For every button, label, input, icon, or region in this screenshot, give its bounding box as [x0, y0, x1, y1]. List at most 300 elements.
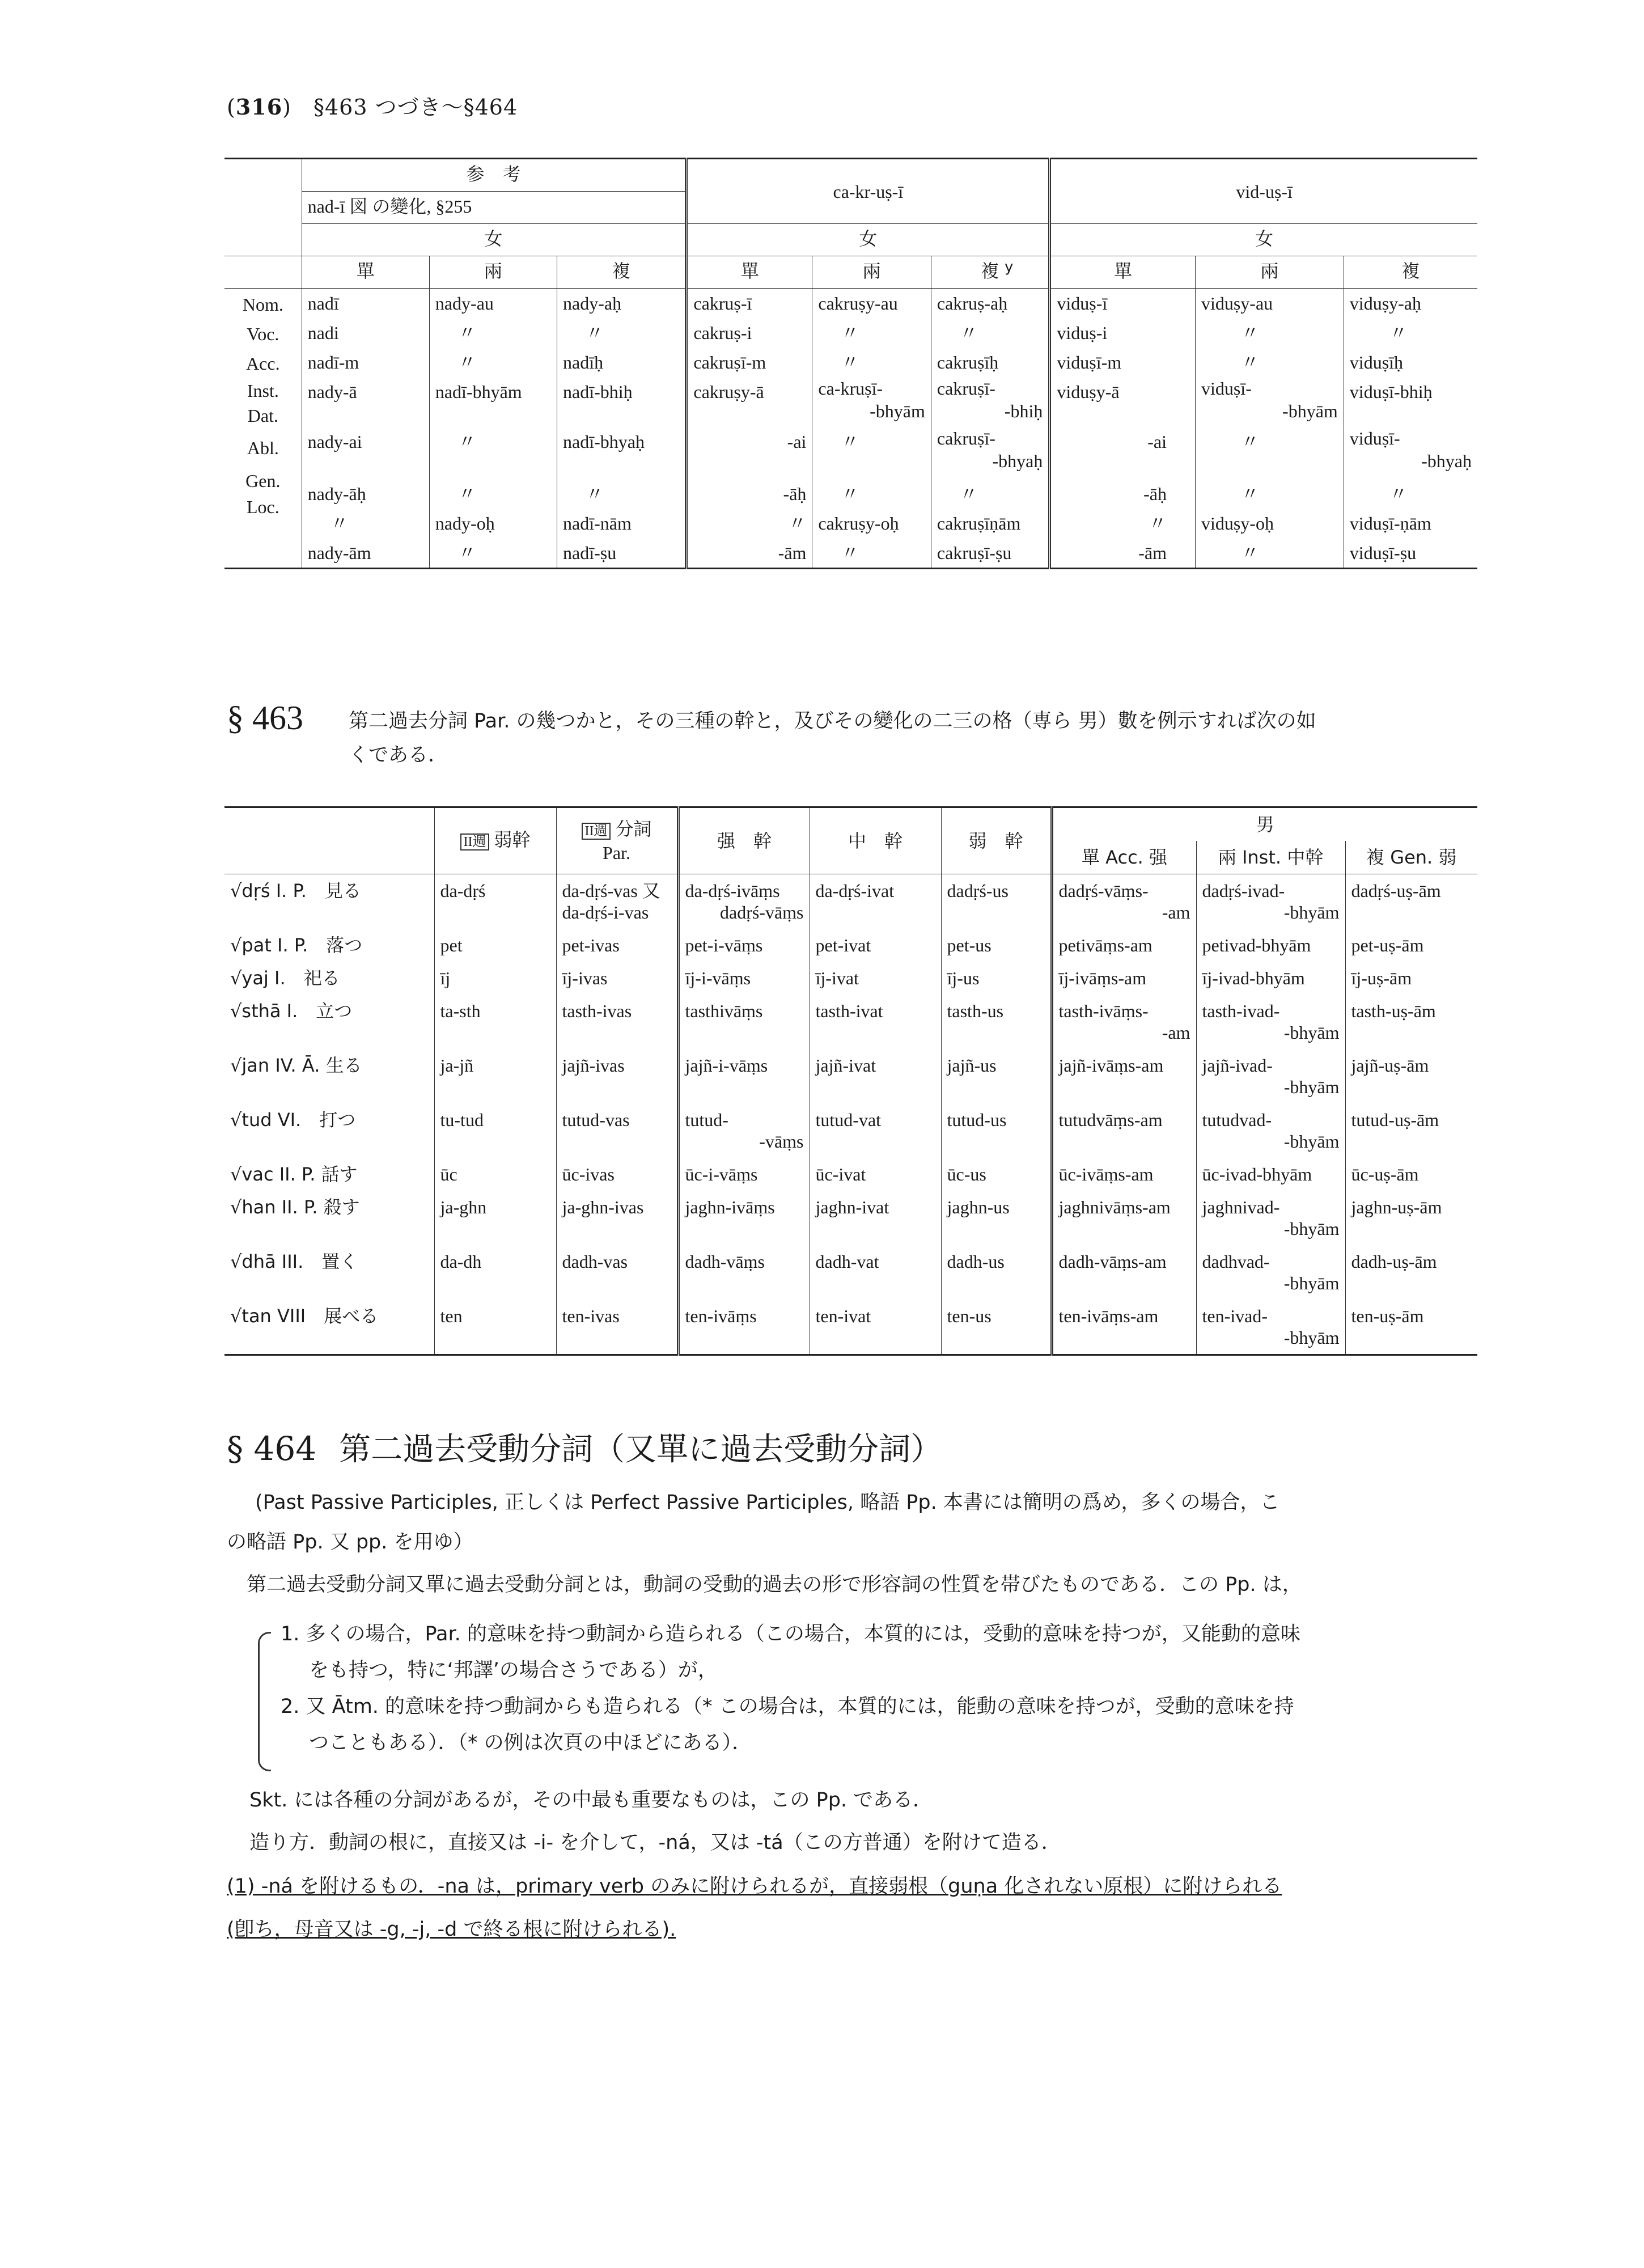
- form: 〃: [586, 323, 604, 343]
- table-cell: [1196, 962, 1345, 995]
- cell-text: √vac II. P. 話す: [230, 1163, 358, 1185]
- table-cell: [224, 1158, 434, 1191]
- form: nady-āḥ: [307, 484, 366, 504]
- table-cell: [678, 1191, 810, 1245]
- case-label: Abl.: [247, 438, 279, 458]
- form: 〃: [1240, 323, 1259, 343]
- cell-text: √pat I. P. 落つ: [230, 934, 363, 956]
- cell-text: jajñ-ivat: [815, 1055, 876, 1076]
- table-cell: [556, 1300, 678, 1355]
- cell-text: ūc-us: [947, 1164, 986, 1184]
- cell-text: dadh-vāṃs-am: [1058, 1251, 1167, 1272]
- cell-text: -am: [1162, 902, 1190, 923]
- cell-text: -bhyām: [1283, 1273, 1340, 1293]
- vid-du: [1195, 289, 1344, 569]
- section-463-text: [349, 704, 1316, 772]
- table-cell: [941, 1300, 1052, 1355]
- cell-text: īj: [440, 968, 451, 988]
- cell-text: ten-ivad-: [1202, 1306, 1268, 1326]
- cell-text: -bhyām: [1283, 1327, 1340, 1348]
- cell-text: ūc: [440, 1164, 457, 1184]
- form: viduṣy-oḥ: [1201, 513, 1274, 534]
- cell-text: dadh-us: [947, 1251, 1005, 1272]
- table-cell: [556, 962, 678, 995]
- cell-text: dadṛś-vāṃs-: [1058, 881, 1149, 901]
- form: cakruṣīṇām: [937, 513, 1021, 534]
- table-cell: [1052, 995, 1196, 1049]
- case-label: Nom.: [242, 294, 283, 315]
- cell-text: -bhyām: [1283, 1131, 1340, 1152]
- cell-text: dadṛś-vāṃs: [719, 902, 804, 923]
- table-cell: [810, 1049, 941, 1103]
- cell-text: √sthā I. 立つ: [230, 1000, 353, 1022]
- nadi-pl: [557, 289, 687, 569]
- cak-du: [812, 289, 931, 569]
- cell-text: petivad-bhyām: [1202, 935, 1311, 955]
- cell-text: ūc-ivāṃs-am: [1058, 1164, 1154, 1184]
- cell-text: pet-ivas: [562, 935, 620, 955]
- form: -bhiḥ: [1004, 401, 1043, 421]
- cell-text: dadṛś-us: [947, 881, 1009, 901]
- table-cell: [224, 874, 434, 929]
- cell-text: √tan VIII 展べる: [230, 1305, 379, 1327]
- gender-fem: 女: [302, 224, 687, 256]
- form: viduṣ-ī: [1057, 293, 1108, 314]
- table-cell: [1196, 874, 1345, 929]
- table-cell: [556, 1245, 678, 1300]
- para-line: 第二過去分詞 Par. の幾つかと，その三種の幹と，及びその變化の二三の格（専ら 男）數を例示すれば次の如: [349, 710, 1316, 733]
- table-cell: [678, 929, 810, 962]
- form: -bhyām: [1282, 401, 1338, 421]
- table-cell: [224, 1191, 434, 1245]
- superscript-y: y: [1004, 259, 1014, 276]
- cell-text: īj-i-vāṃs: [685, 968, 751, 988]
- form: -ai: [1147, 431, 1167, 452]
- table-cell: [941, 1245, 1052, 1300]
- cell-text: ja-ghn: [440, 1197, 487, 1217]
- col-vidusi: vid-uṣ-ī: [1050, 159, 1477, 224]
- cell-text: īj-uṣ-ām: [1351, 968, 1412, 988]
- table-cell: [678, 1049, 810, 1103]
- cell-text: tasth-uṣ-ām: [1351, 1001, 1436, 1021]
- table-cell: [1345, 1300, 1477, 1355]
- list-item-cont: をも持つ，特に‘邦譯’の場合さうである）が，: [309, 1659, 718, 1682]
- tag-box: II週: [582, 823, 611, 840]
- table-cell: [434, 1300, 556, 1355]
- cell-text: jajñ-uṣ-ām: [1351, 1055, 1429, 1076]
- table-cell: [810, 929, 941, 962]
- form: 〃: [1389, 323, 1408, 343]
- num-du: 兩: [1195, 256, 1344, 289]
- num-pl: 複: [1344, 256, 1477, 289]
- form: 〃: [1148, 513, 1167, 534]
- cell-text: īj-ivas: [562, 968, 608, 988]
- form: nadī-bhyaḥ: [563, 431, 645, 452]
- cell-text: tutud-uṣ-ām: [1351, 1110, 1439, 1130]
- cell-text: -bhyām: [1283, 1218, 1340, 1239]
- form: cakruṣy-au: [818, 293, 898, 314]
- table-cell: [810, 995, 941, 1049]
- cell-text: tasth-ivas: [562, 1001, 632, 1021]
- table-cell: [810, 1300, 941, 1355]
- cak-pl: [931, 289, 1049, 569]
- cell-text: da-dṛś-vas 又: [562, 881, 660, 901]
- cell-text: īj-ivat: [815, 968, 859, 988]
- cell-text: dadh-vāṃs: [685, 1251, 765, 1272]
- para-5: (1) -ná を附けるもの．-na は，primary verb のみに附けられるが，直接弱根（guṇa 化されない原根）に附けられる: [227, 1875, 1282, 1898]
- table-row: [224, 1158, 1477, 1191]
- section-464-number: § 464: [227, 1429, 317, 1468]
- cell-text: √dṛś I. P. 見る: [230, 880, 361, 902]
- table-cell: [941, 929, 1052, 962]
- form: viduṣy-ā: [1057, 382, 1120, 402]
- form: nady-ā: [307, 382, 357, 402]
- form: viduṣīḥ: [1349, 352, 1404, 373]
- form: viduṣī-bhiḥ: [1349, 382, 1433, 402]
- cell-text: ten-ivat: [815, 1306, 871, 1326]
- cell-text: tasth-us: [947, 1001, 1004, 1021]
- table-cell: [678, 1300, 810, 1355]
- cell-text: -vāṃs: [759, 1131, 804, 1152]
- cell-text: da-dṛś-ivat: [815, 881, 895, 901]
- table-cell: [224, 995, 434, 1049]
- form: nady-aḥ: [563, 293, 622, 314]
- table-cell: [1345, 874, 1477, 929]
- cell-text: petivāṃs-am: [1058, 935, 1153, 955]
- table-cell: [1052, 962, 1196, 995]
- root-header: [224, 807, 434, 874]
- table-cell: [434, 1049, 556, 1103]
- corner-cell: [224, 159, 302, 256]
- cell-text: tutud-: [685, 1110, 728, 1130]
- table-cell: [941, 995, 1052, 1049]
- form: 〃: [1240, 431, 1259, 452]
- table-cell: [810, 1245, 941, 1300]
- cell-text: tutud-vat: [815, 1110, 882, 1130]
- form: cakruṣy-ā: [693, 382, 764, 402]
- form: viduṣy-au: [1201, 293, 1273, 314]
- table-cell: [1052, 1245, 1196, 1300]
- weak-stem-header: [434, 807, 556, 874]
- table-cell: [678, 874, 810, 929]
- col-cakrusi: ca-kr-uṣ-ī: [687, 159, 1050, 224]
- form: nady-au: [435, 293, 494, 314]
- form: nadī-m: [307, 352, 359, 373]
- cell-text: jaghn-ivāṃs: [685, 1197, 775, 1217]
- vid-sg: [1050, 289, 1196, 569]
- cell-text: pet-i-vāṃs: [685, 935, 763, 955]
- table-cell: [678, 1245, 810, 1300]
- form: -ām: [1138, 543, 1167, 563]
- sg-acc-header: 單 Acc. 强: [1052, 841, 1196, 874]
- table-cell: [1345, 962, 1477, 995]
- table-cell: [941, 1103, 1052, 1158]
- form: 〃: [586, 484, 604, 504]
- cell-text: dadṛś-ivad-: [1202, 881, 1285, 901]
- form: 〃: [1240, 543, 1259, 563]
- form: nady-ām: [307, 543, 371, 563]
- list-item-cont: つこともある）．（* の例は次頁の中ほどにある）．: [309, 1732, 752, 1754]
- form: 〃: [457, 431, 476, 452]
- section-463-number: § 463: [227, 699, 303, 737]
- form: nadī-ṣu: [563, 543, 617, 563]
- table-row: [224, 1103, 1477, 1158]
- cell-text: √tud VI. 打つ: [230, 1109, 356, 1131]
- table-cell: [941, 1158, 1052, 1191]
- cell-text: tutudvad-: [1202, 1110, 1272, 1130]
- table-cell: [678, 995, 810, 1049]
- table-cell: [1052, 1300, 1196, 1355]
- cell-text: -bhyām: [1283, 1077, 1340, 1097]
- num-du: 兩: [429, 256, 557, 289]
- cell-text: jaghnivad-: [1202, 1197, 1280, 1217]
- cell-text: ja-jñ: [440, 1055, 474, 1076]
- page-number: 316: [235, 94, 283, 120]
- form: 〃: [457, 323, 476, 343]
- table-cell: [1052, 874, 1196, 929]
- table-cell: [434, 1245, 556, 1300]
- table-cell: [1196, 995, 1345, 1049]
- table-row: [224, 995, 1477, 1049]
- header-label: 分詞: [615, 818, 652, 840]
- table-cell: [224, 1103, 434, 1158]
- table-cell: [556, 1103, 678, 1158]
- form: cakruṣī-: [937, 378, 995, 399]
- cell-text: jaghn-uṣ-ām: [1351, 1197, 1442, 1217]
- form: viduṣī-ṇām: [1349, 513, 1431, 534]
- table-cell: [810, 874, 941, 929]
- table-cell: [1196, 1191, 1345, 1245]
- table-cell: [1196, 1103, 1345, 1158]
- cell-text: pet-ivat: [815, 935, 871, 955]
- table-cell: [678, 962, 810, 995]
- form: viduṣī-ṣu: [1349, 543, 1417, 563]
- form: ca-kruṣī-: [818, 378, 883, 399]
- case-label: Acc.: [246, 353, 280, 374]
- cell-text: ūc-uṣ-ām: [1351, 1164, 1419, 1184]
- form: 〃: [841, 323, 859, 343]
- table-cell: [1052, 1049, 1196, 1103]
- form: 〃: [1389, 484, 1408, 504]
- table-cell: [810, 1103, 941, 1158]
- cell-text: jajñ-ivāṃs-am: [1058, 1055, 1164, 1076]
- list-item: 1. 多くの場合，Par. 的意味を持つ動詞から造られる（この場合，本質的には，受動的意味を持つが，又能動的意味: [281, 1623, 1300, 1645]
- cell-text: ūc-ivas: [562, 1164, 615, 1184]
- pl-gen-header: 複 Gen. 弱: [1345, 841, 1477, 874]
- case-label: Voc.: [247, 324, 279, 344]
- form: 〃: [788, 513, 807, 534]
- form: nadī-nām: [563, 513, 632, 534]
- table-cell: [224, 929, 434, 962]
- vid-pl: [1344, 289, 1477, 569]
- form: 〃: [841, 352, 859, 373]
- form: viduṣy-aḥ: [1349, 293, 1421, 314]
- cell-text: ten-ivas: [562, 1306, 620, 1326]
- cell-text: ten-uṣ-ām: [1351, 1306, 1424, 1326]
- form: 〃: [457, 484, 476, 504]
- cell-text: tasth-ivat: [815, 1001, 883, 1021]
- num-sg: 單: [1050, 256, 1196, 289]
- cell-text: dadh-vat: [815, 1251, 879, 1272]
- ref-title: 参 考: [302, 159, 687, 192]
- table-cell: [556, 1191, 678, 1245]
- form: 〃: [330, 513, 349, 534]
- cell-text: ja-ghn-ivas: [562, 1197, 644, 1217]
- cell-text: īj-us: [947, 968, 980, 988]
- form: nady-oḥ: [435, 513, 495, 534]
- header-label: Par.: [603, 843, 630, 863]
- cell-text: da-dṛś-i-vas: [562, 902, 649, 923]
- form: cakruṣīḥ: [937, 352, 999, 373]
- table-cell: [1196, 1300, 1345, 1355]
- table-cell: [1196, 1049, 1345, 1103]
- cell-text: √dhā III. 置く: [230, 1251, 358, 1272]
- cell-text: ten-ivāṃs: [685, 1306, 757, 1326]
- strong-stem-header: 强 幹: [678, 807, 810, 874]
- table-cell: [556, 1158, 678, 1191]
- table-cell: [1052, 929, 1196, 962]
- form: -āḥ: [1143, 484, 1167, 504]
- table-cell: [556, 929, 678, 962]
- cell-text: -am: [1162, 1022, 1190, 1043]
- form: cakruṣī-: [937, 428, 995, 448]
- para-3: Skt. には各種の分詞があるが，その中最も重要なものは，この Pp. である．: [249, 1789, 933, 1812]
- cell-text: jaghn-us: [947, 1197, 1010, 1217]
- table-cell: [1196, 929, 1345, 962]
- participle-table: [224, 806, 1477, 1356]
- form: 〃: [1240, 484, 1259, 504]
- table-cell: [678, 1103, 810, 1158]
- form: cakruṣ-i: [693, 323, 752, 343]
- case-labels: [224, 289, 302, 569]
- table-cell: [810, 1158, 941, 1191]
- cell-text: pet-us: [947, 935, 992, 955]
- form: 〃: [1240, 352, 1259, 373]
- nadi-du: [429, 289, 557, 569]
- cell-text: da-dṛś: [440, 881, 486, 901]
- cell-text: tutud-vas: [562, 1110, 630, 1130]
- cell-text: √yaj I. 祀る: [230, 967, 340, 989]
- form: cakruṣ-aḥ: [937, 293, 1008, 314]
- form: -ai: [787, 431, 807, 452]
- cell-text: ten-us: [947, 1306, 992, 1326]
- form: viduṣī-: [1201, 378, 1252, 399]
- cell-text: da-dh: [440, 1251, 482, 1272]
- middle-stem-header: 中 幹: [810, 807, 941, 874]
- para-2: [247, 1565, 1302, 1605]
- para-1: [255, 1483, 1279, 1522]
- cell-text: jajñ-us: [947, 1055, 997, 1076]
- cell-text: dadṛś-uṣ-ām: [1351, 881, 1441, 901]
- form: 〃: [959, 323, 978, 343]
- participle-header: [556, 807, 678, 874]
- form: nadī-bhiḥ: [563, 382, 633, 402]
- para-line: の略語 Pp. 又 pp. を用ゆ）: [227, 1531, 473, 1554]
- cell-text: pet: [440, 935, 463, 955]
- para-4: 造り方．動詞の根に，直接又は -i- を介して，-ná，又は -tá（この方普通）を附けて造る．: [249, 1831, 1061, 1854]
- cell-text: ūc-ivad-bhyām: [1202, 1164, 1312, 1184]
- section-464-heading: [227, 1424, 942, 1470]
- nadi-sg: [302, 289, 429, 569]
- cell-text: da-dṛś-ivāṃs: [685, 881, 780, 901]
- tag-box: II週: [460, 833, 490, 850]
- num-pl-label: 複: [981, 260, 999, 282]
- table-cell: [434, 1103, 556, 1158]
- cell-text: īj-ivāṃs-am: [1058, 968, 1147, 988]
- table-cell: [224, 962, 434, 995]
- form: 〃: [841, 484, 859, 504]
- para-line: 第二過去受動分詞又單に過去受動分詞とは，動詞の受動的過去の形で形容詞の性質を帯びたものである．この Pp. は，: [247, 1573, 1302, 1596]
- page-header: (316) §463 つづき〜§464: [227, 94, 518, 120]
- form: 〃: [457, 352, 476, 373]
- cell-text: jajñ-ivas: [562, 1055, 625, 1076]
- cell-text: √han II. P. 殺す: [230, 1196, 360, 1218]
- masc-header: 男: [1052, 807, 1477, 841]
- table-cell: [556, 995, 678, 1049]
- list-item: 2. 又 Ātm. 的意味を持つ動詞からも造られる（* この場合は，本質的には，能動の意味を持つが，受動的意味を持: [281, 1695, 1294, 1718]
- case-label: Dat.: [247, 405, 278, 426]
- cell-text: jajñ-i-vāṃs: [685, 1055, 768, 1076]
- cell-text: tasth-ivad-: [1202, 1001, 1280, 1021]
- table-cell: [1196, 1158, 1345, 1191]
- cell-text: ūc-i-vāṃs: [685, 1164, 758, 1184]
- form: -bhyaḥ: [992, 451, 1043, 471]
- ref-subtitle: nad-ī 図 の變化, §255: [302, 192, 687, 224]
- cell-text: jaghn-ivat: [815, 1197, 889, 1217]
- para-line: (Past Passive Participles, 正しくは Perfect Passive Participles, 略語 Pp. 本書には簡明の爲め，多くの場合，こ: [255, 1491, 1280, 1514]
- table-cell: [941, 962, 1052, 995]
- table-cell: [941, 1049, 1052, 1103]
- table-cell: [224, 1049, 434, 1103]
- cell-text: ten: [440, 1306, 463, 1326]
- table-cell: [1052, 1103, 1196, 1158]
- cell-text: tasth-ivāṃs-: [1058, 1001, 1149, 1021]
- du-inst-header: 兩 Inst. 中幹: [1196, 841, 1345, 874]
- cell-text: jaghnivāṃs-am: [1058, 1197, 1171, 1217]
- form: 〃: [841, 431, 859, 452]
- num-pl: 複: [557, 256, 687, 289]
- table-cell: [434, 1191, 556, 1245]
- table-cell: [1345, 1191, 1477, 1245]
- list-brace: [258, 1632, 271, 1771]
- table-cell: [434, 962, 556, 995]
- cell-text: tu-tud: [440, 1110, 484, 1130]
- blank-cell: [224, 256, 302, 289]
- case-label: Inst.: [247, 380, 279, 401]
- form: 〃: [457, 543, 476, 563]
- table-row: [224, 929, 1477, 962]
- num-sg: 單: [687, 256, 812, 289]
- form: -ām: [778, 543, 807, 563]
- form: cakruṣ-ī: [693, 293, 752, 314]
- table-cell: [678, 1158, 810, 1191]
- table-cell: [1052, 1191, 1196, 1245]
- table-cell: [224, 1245, 434, 1300]
- declension-table: [224, 158, 1477, 569]
- table-row: [224, 1245, 1477, 1300]
- table-row: [224, 874, 1477, 929]
- num-pl: [931, 256, 1049, 289]
- cell-text: √jan IV. Ā. 生る: [230, 1055, 362, 1076]
- cell-text: dadh-vas: [562, 1251, 628, 1272]
- table-cell: [810, 962, 941, 995]
- form: nadīḥ: [563, 352, 604, 373]
- table-cell: [1345, 929, 1477, 962]
- table-cell: [1345, 1103, 1477, 1158]
- cell-text: dadhvad-: [1202, 1251, 1270, 1272]
- numbered-list: [281, 1616, 1300, 1761]
- form: nadi: [307, 323, 339, 343]
